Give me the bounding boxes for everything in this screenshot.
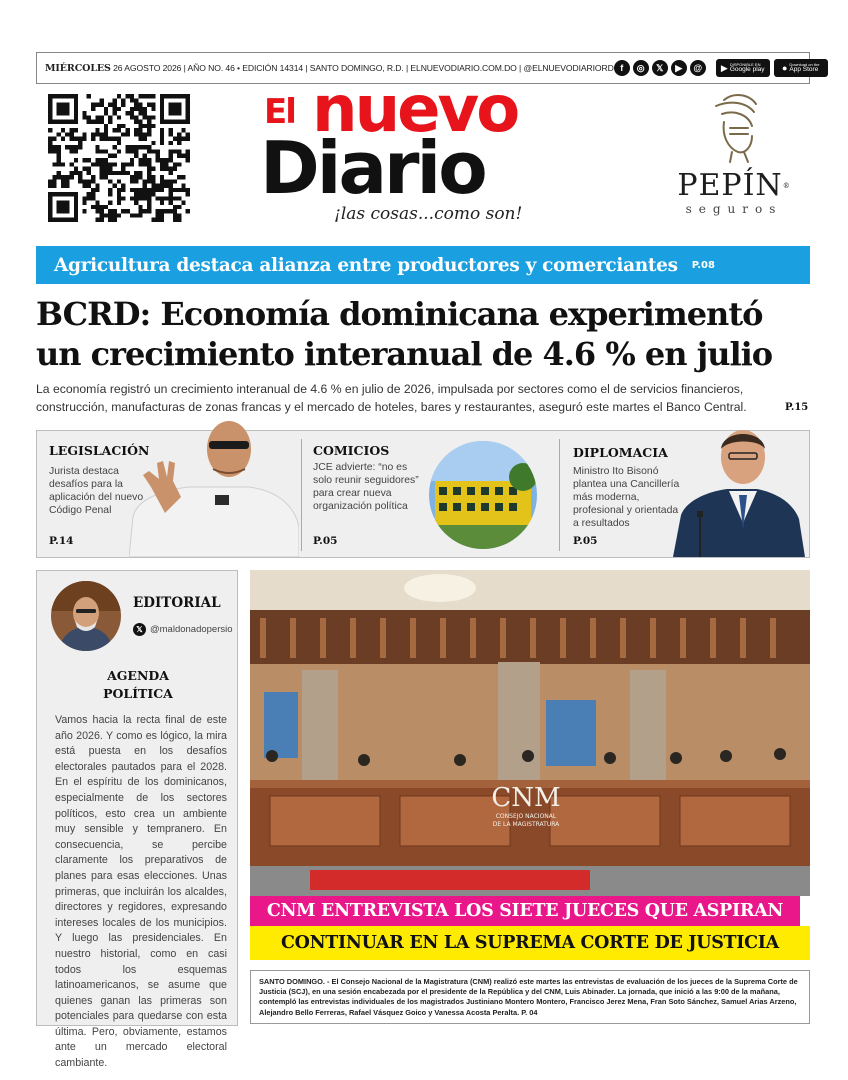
banner-headline: Agricultura destaca alianza entre productores y comerciantes: [54, 254, 678, 276]
strip-divider: [559, 439, 560, 551]
cnm-logo-sub-2: DE LA MAGISTRATURA: [492, 821, 560, 828]
social-icons: [614, 60, 706, 76]
photo-headline-line-2[interactable]: [250, 926, 810, 960]
logo-diario: Diario: [260, 126, 485, 210]
app-store-badges: [716, 59, 828, 77]
masthead-logo[interactable]: [258, 73, 588, 232]
ad-subtitle: seguros: [685, 202, 783, 216]
card-page-ref: P.05: [573, 535, 598, 547]
card-page-ref: P.14: [49, 535, 74, 547]
threads-icon[interactable]: @: [690, 60, 706, 76]
card-desc: JCE advierte: “no es solo reunir seguidores” para crear nueva organización política: [313, 462, 419, 512]
google-play-label: Google play: [729, 65, 765, 73]
cnm-session-photo[interactable]: [250, 570, 810, 896]
editorial-title: EDITORIAL: [133, 595, 221, 611]
author-handle-text: @maldonadopersio: [150, 624, 233, 635]
minister-photo: [667, 419, 811, 557]
card-page-ref: P.05: [313, 535, 338, 547]
card-section: COMICIOS: [313, 443, 390, 458]
cnm-logo: CNM: [491, 783, 561, 813]
facebook-icon[interactable]: f: [614, 60, 630, 76]
card-desc: Jurista destaca desafíos para la aplicación del nuevo Código Penal: [49, 466, 144, 516]
youtube-icon[interactable]: ▶: [671, 60, 687, 76]
headline-lede: La economía registró un crecimiento interanual de 4.6 % en julio de 2026, impulsada por sectores como el de servicios financieros, construcción, manufacturas de zonas francas y el mercado de hoteles, bares y restaurantes, aseguró este martes el Banco Central.: [36, 382, 747, 414]
editorial-column: [36, 570, 238, 1070]
story-strip: [36, 430, 810, 558]
card-section: DIPLOMACIA: [573, 445, 668, 460]
ad-brand: PEPÍN®: [677, 168, 791, 203]
card-desc: Ministro Ito Bisonó plantea una Cancillería más moderna, profesional y orientada a resultados: [573, 466, 680, 529]
strip-divider: [301, 439, 302, 551]
apple-icon: ●: [781, 63, 788, 73]
headline-lead: BCRD: [36, 295, 140, 333]
headline-line-1-rest: : Economía dominicana experimentó: [139, 295, 763, 333]
logo-el: El: [264, 92, 295, 132]
play-icon: ▶: [720, 62, 728, 73]
pepin-seguros-ad[interactable]: [660, 92, 808, 226]
x-icon[interactable]: 𝕏: [652, 60, 668, 76]
cnm-logo-sub-1: CONSEJO NACIONAL: [495, 813, 557, 820]
google-play-button[interactable]: [716, 59, 770, 77]
google-play-small: DISPONIBLE EN: [729, 61, 761, 67]
dateline: [45, 63, 614, 74]
main-headline[interactable]: [36, 294, 816, 374]
x-icon: 𝕏: [133, 623, 146, 636]
logo-nuevo: nuevo: [312, 73, 518, 147]
jce-building-photo: [429, 441, 537, 549]
weekday: MIÉRCOLES: [45, 62, 111, 74]
top-story-banner[interactable]: [36, 246, 810, 284]
dateline-details: 26 AGOSTO 2026 | AÑO NO. 46 • EDICIÓN 14314 | SANTO DOMINGO, R.D. | ELNUEVODIARIO.COM.DO | @ELNUEVODIARIORD: [110, 62, 614, 73]
registered-mark: ®: [782, 182, 791, 190]
avatar: [51, 581, 121, 651]
app-store-button[interactable]: [774, 59, 828, 77]
app-store-small: Download on the: [789, 61, 820, 67]
column-title-line-1: AGENDA: [107, 668, 169, 683]
photo-headline-text-2: CONTINUAR EN LA SUPREMA CORTE DE JUSTICIA: [281, 933, 779, 953]
banner-page-ref: P.08: [691, 259, 715, 271]
knight-helmet-icon: [694, 92, 774, 166]
photo-headline-text-1: CNM ENTREVISTA LOS SIETE JUECES QUE ASPIRAN: [266, 901, 784, 921]
jurist-photo: [129, 417, 299, 557]
photo-headline-line-1[interactable]: [250, 896, 800, 926]
editorial-body: Vamos hacia la recta final de este año 2026. Y como es lógico, la mira está puesta en los desafíos electorales pautados para el 2028. En el espíritu de los dominicanos, especialmente de los sectores políticos, esto crea un ambiente muy sensible y tempranero. En consecuencia, se percibe claramente los preparativos de planes para esas elecciones. Unas primeras, que incluirán los alcaldes, directores y regidores, expresando intereses locales de los municipios. Y luego las presidenciales. En nuestro historial, como en casi todos los esquemas latinoamericanos, se asume que quienes ganan las primeras son potenciales para quedarse con esta última. Pero, obviamente, estamos ante un mercado electoral cambiante.: [55, 714, 227, 1070]
column-title: [37, 667, 239, 703]
photo-caption: SANTO DOMINGO. - El Consejo Nacional de la Magistratura (CNM) realizó este martes las entrevistas de evaluación de los jueces de la Suprema Corte de Justicia (SCJ), en una sesión encabezada por el presidente de la República y del CNM, Luis Abinader. La jornada, que inició a las 9:00 de la mañana, contempló las entrevistas individuales de los magistrados Justiniano Montero Montero, Francisco Jerez Mena, Fran Soto Sánchez, Samuel Arias Arzeno, Alejandro Bello Ferreras, Rafael Vásquez Goico y Vanessa Acosta Peralta. P. 04: [250, 970, 810, 1024]
card-section: LEGISLACIÓN: [49, 443, 150, 458]
qr-code[interactable]: [48, 94, 190, 222]
column-title-line-2: POLÍTICA: [103, 686, 173, 701]
instagram-icon[interactable]: ◎: [633, 60, 649, 76]
slogan: ¡las cosas...como son!: [334, 204, 523, 224]
app-store-label: App Store: [789, 65, 819, 73]
author-handle[interactable]: [133, 623, 233, 636]
courtroom-illustration: [250, 570, 810, 896]
headline-line-1: [36, 294, 816, 334]
lede-page-ref: P.15: [785, 402, 809, 413]
headline-line-2: un crecimiento interanual de 4.6 % en julio: [36, 335, 773, 373]
